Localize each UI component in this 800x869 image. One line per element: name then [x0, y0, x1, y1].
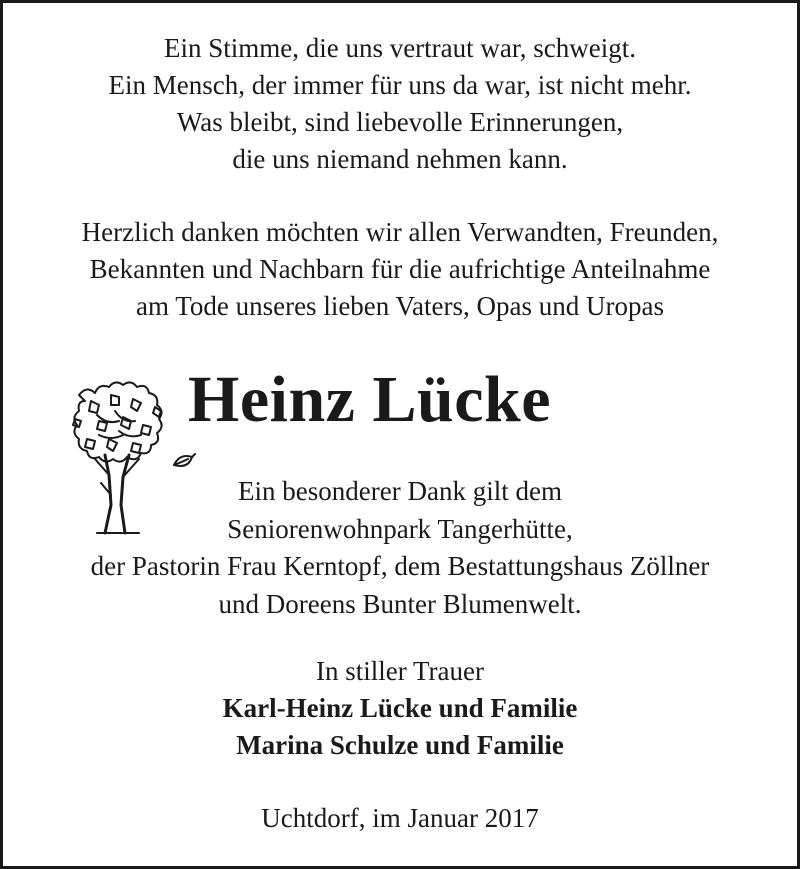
memorial-poem	[3, 30, 797, 178]
special-thanks-line: und Doreens Bunter Blumenwelt.	[218, 588, 582, 619]
poem-line: Ein Stimme, die uns vertraut war, schweigt.	[163, 33, 637, 63]
thanks-line: am Tode unseres lieben Vaters, Opas und Uropas	[136, 291, 664, 321]
special-thanks-line: Ein besonderer Dank gilt dem	[238, 476, 562, 506]
poem-line: die uns niemand nehmen kann.	[232, 144, 568, 174]
mourning-intro: In stiller Trauer	[316, 656, 484, 686]
place-date	[3, 800, 797, 837]
deceased-name: Heinz Lücke	[188, 363, 551, 436]
thanks-line: Herzlich danken möchten wir allen Verwandten, Freunden,	[81, 217, 719, 247]
mourning-signature	[3, 653, 797, 764]
place-date-text: Uchtdorf, im Januar 2017	[261, 803, 539, 833]
mourning-family: Karl-Heinz Lücke und Familie	[222, 693, 578, 723]
thanks-line: Bekannten und Nachbarn für die aufrichtige Anteilnahme	[89, 254, 711, 284]
poem-line: Ein Mensch, der immer für uns da war, ist nicht mehr.	[108, 70, 692, 100]
falling-leaf-icon	[171, 451, 197, 475]
mourning-family: Marina Schulze und Familie	[236, 730, 564, 760]
special-thanks-line: Seniorenwohnpark Tangerhütte,	[227, 513, 573, 544]
special-thanks-line: der Pastorin Frau Kerntopf, dem Bestattungshaus Zöllner	[90, 551, 710, 581]
special-thanks	[3, 473, 797, 623]
poem-line: Was bleibt, sind liebevolle Erinnerungen,	[176, 107, 624, 137]
thanks-paragraph	[3, 214, 797, 325]
